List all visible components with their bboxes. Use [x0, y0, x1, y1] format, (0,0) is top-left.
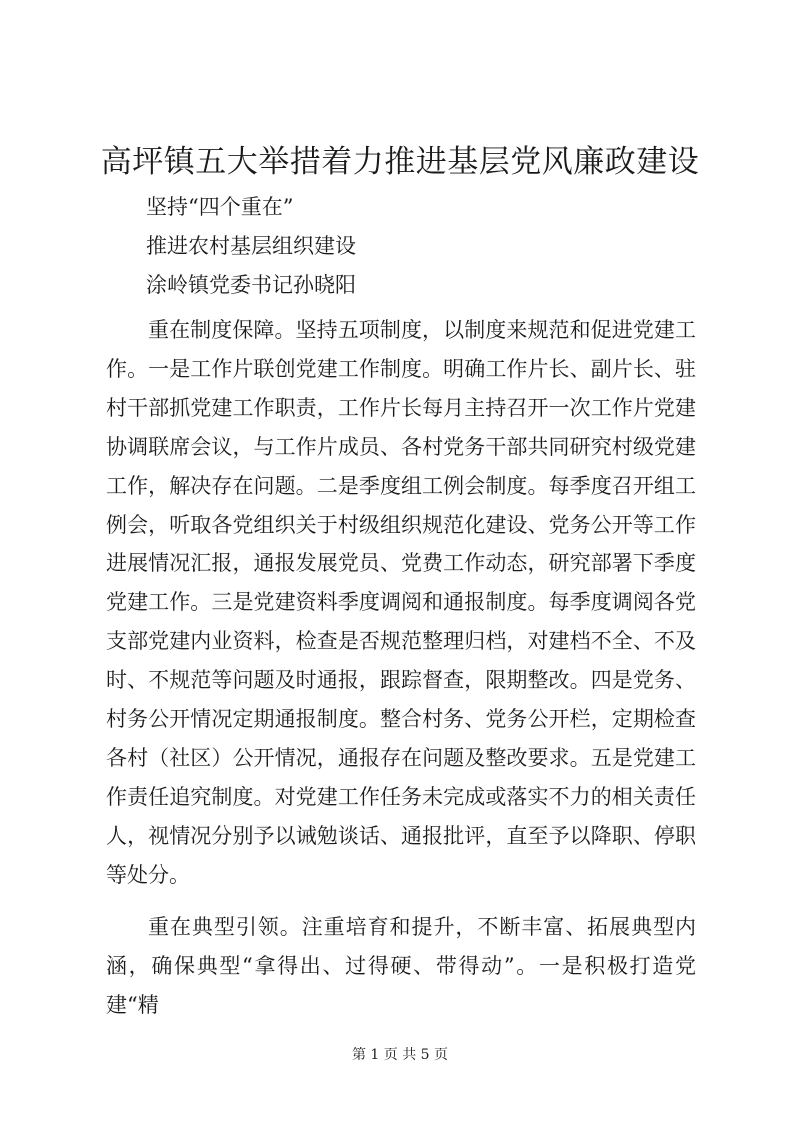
page-footer: 第 1 页 共 5 页 [351, 1047, 449, 1063]
subtitle-line-2: 推进农村基层组织建设 [146, 234, 356, 258]
author-line: 涂岭镇党委书记孙晓阳 [146, 273, 356, 297]
body-paragraph-system: 重在制度保障。坚持五项制度，以制度来规范和促进党建工作。一是工作片联创党建工作制度。明确工作片长、副片长、驻村干部抓党建工作职责，工作片长每月主持召开一次工作片党建协调联席会议，与工作片成员、各村党务干部共同研究村级党建工作，解决存在问题。二是季度组工例会制度。每季度召开组工例会，听取各党组织关于村级组织规范化建设、党务公开等工作进展情况汇报，通报发展党员、党费工作动态，研究部署下季度党建工作。三是党建资料季度调阅和通报制度。每季度调阅各党支部党建内业资料，检查是否规范整理归档，对建档不全、不及时、不规范等问题及时通报，跟踪督查，限期整改。四是党务、村务公开情况定期通报制度。整合村务、党务公开栏，定期检查各村（社区）公开情况，通报存在问题及整改要求。五是党建工作责任追究制度。对党建工作任务未完成或落实不力的相关责任人，视情况分别予以诫勉谈话、通报批评，直至予以降职、停职等处分。 [106, 318, 696, 887]
document-title: 高坪镇五大举措着力推进基层党风廉政建设 [100, 144, 700, 180]
subtitle-line-1: 坚持“四个重在” [146, 195, 294, 219]
body-paragraph-models: 重在典型引领。注重培育和提升，不断丰富、拓展典型内涵，确保典型“拿得出、过得硬、带得动”。一是积极打造党建“精 [106, 915, 696, 1017]
